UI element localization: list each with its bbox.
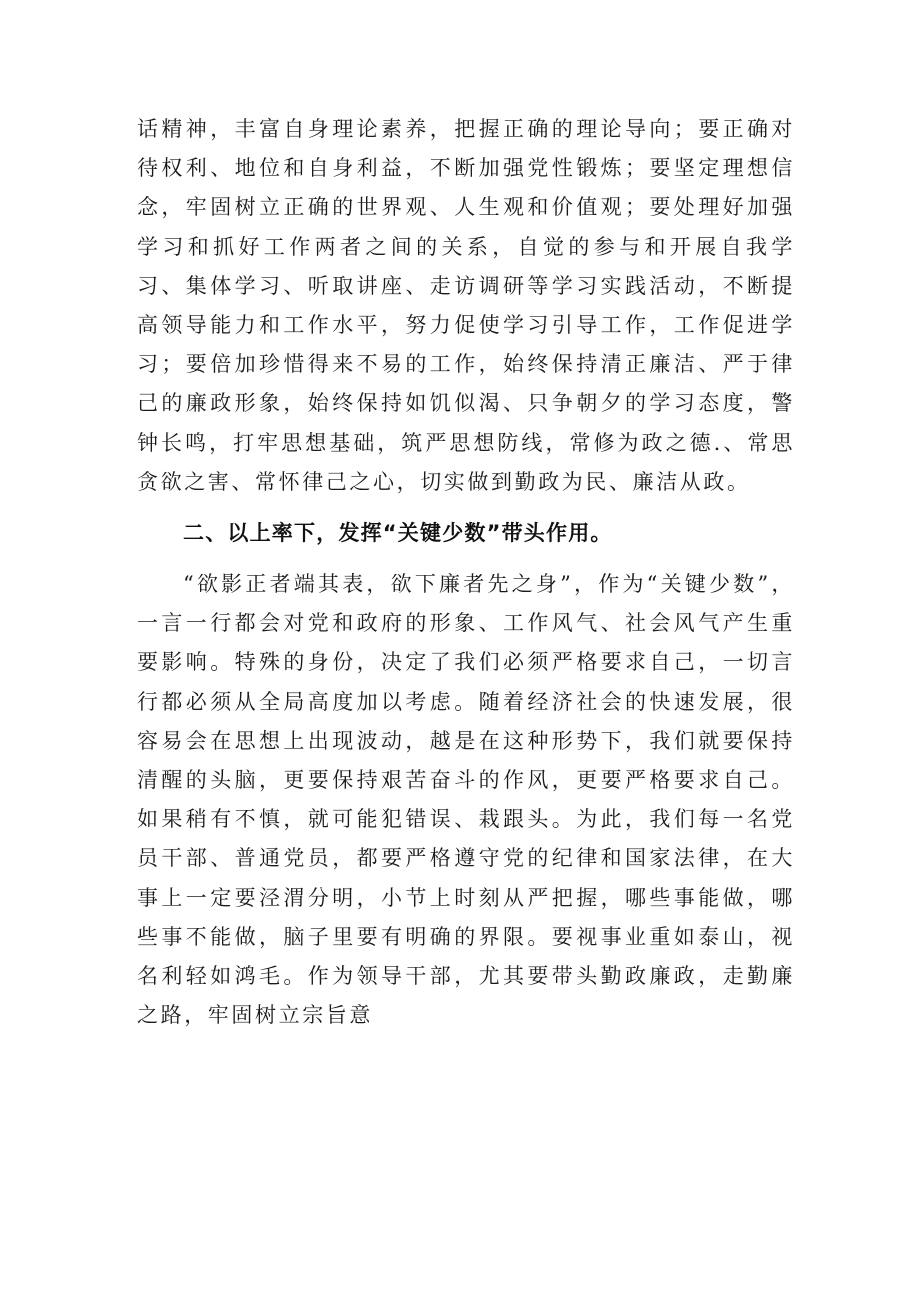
section-heading-2: 二、以上率下，发挥“关键少数”带头作用。 [183,521,613,546]
body-paragraph-2: “欲影正者端其表，欲下廉者先之身”，作为“关键少数”，一言一行都会对党和政府的形象、工作风气、社会风气产生重要影响。特殊的身份，决定了我们必须严格要求自己，一切言行都必须从全局高度加以考虑。随着经济社会的快速发展，很容易会在思想上出现波动，越是在这种形势下，我们就要保持清醒的头脑，更要保持艰苦奋斗的作风，更要严格要求自己。如果稍有不慎，就可能犯错误、栽跟头。为此，我们每一名党员干部、普通党员，都要严格遵守党的纪律和国家法律，在大事上一定要泾渭分明，小节上时刻从严把握，哪些事能做，哪些事不能做，脑子里要有明确的界限。要视事业重如泰山，视名利轻如鸿毛。作为领导干部，尤其要带头勤政廉政，走勤廉之路，牢固树立宗旨意 [137,572,795,1028]
body-paragraph-1: 话精神，丰富自身理论素养，把握正确的理论导向；要正确对待权利、地位和自身利益，不断加强党性锻炼；要坚定理想信念，牢固树立正确的世界观、人生观和价值观；要处理好加强学习和抓好工作两者之间的关系，自觉的参与和开展自我学习、集体学习、听取讲座、走访调研等学习实践活动，不断提高领导能力和工作水平，努力促使学习引导工作，工作促进学习；要倍加珍惜得来不易的工作，始终保持清正廉洁、严于律己的廉政形象，始终保持如饥似渴、只争朝夕的学习态度，警钟长鸣，打牢思想基础，筑严思想防线，常修为政之德.、常思贪欲之害、常怀律己之心，切实做到勤政为民、廉洁从政。 [137,117,795,494]
document-body [137,110,795,1035]
